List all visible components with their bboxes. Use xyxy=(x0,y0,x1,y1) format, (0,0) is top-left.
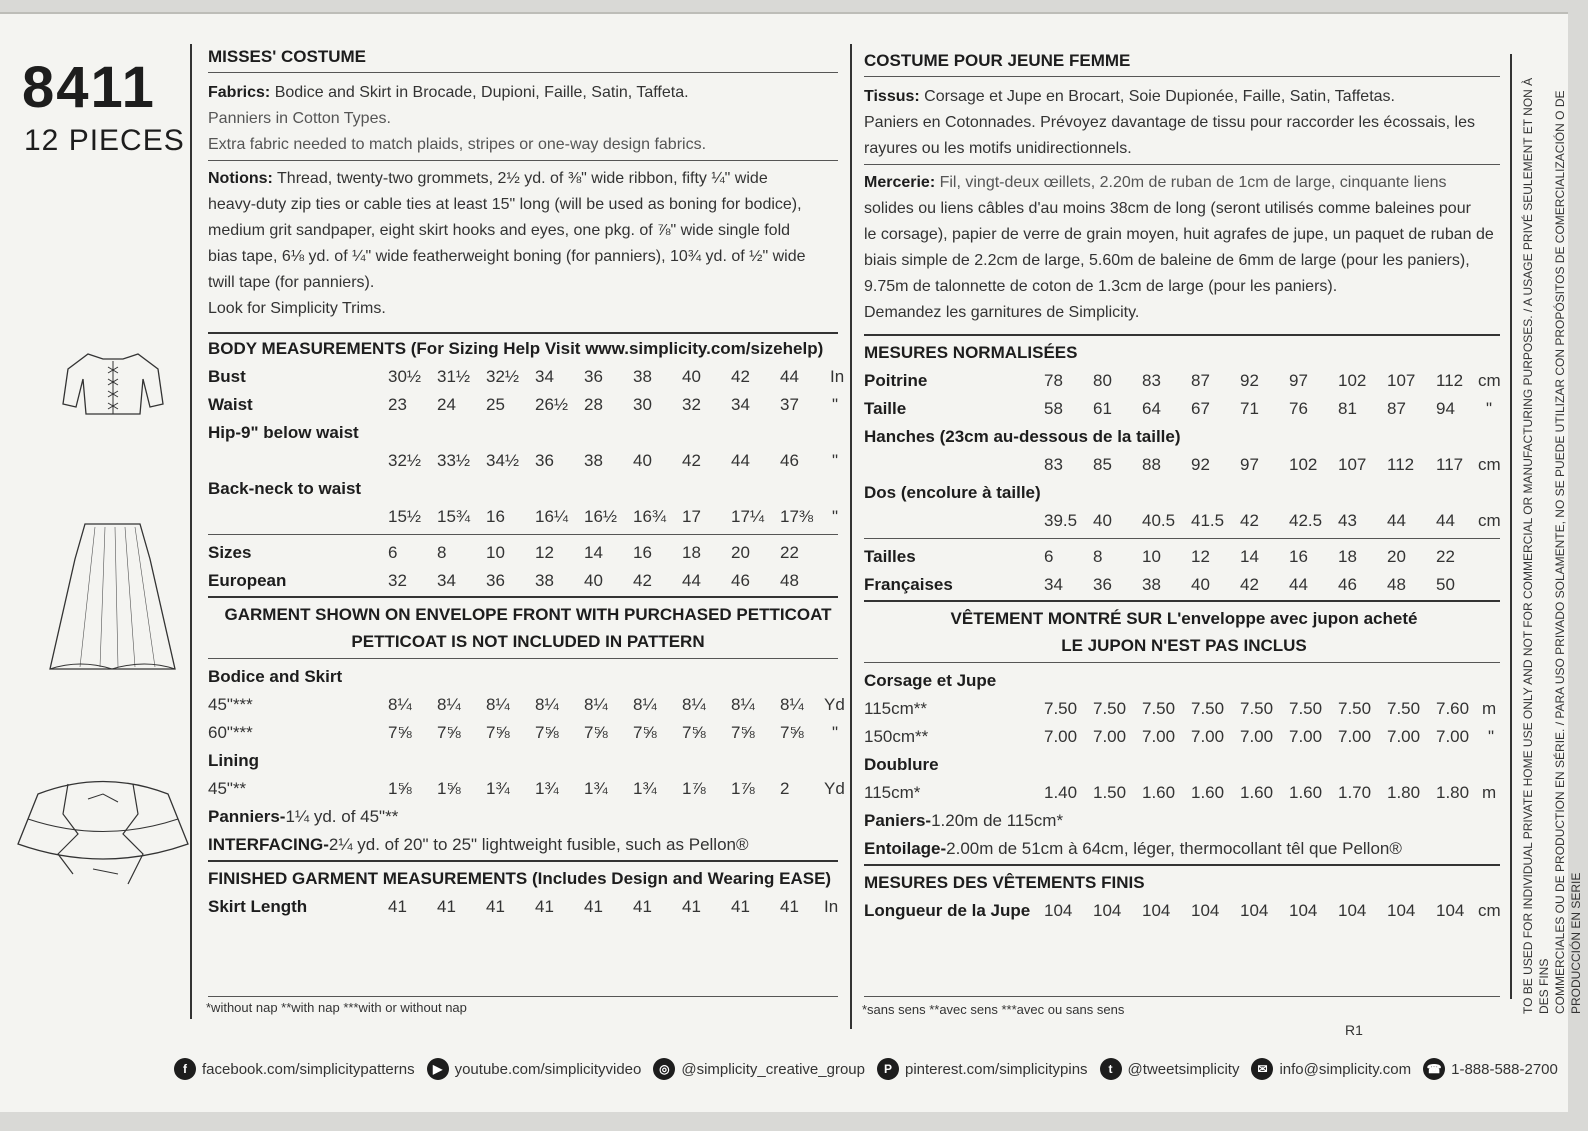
lining-45-row: 1⅝ 1⅝ 1¾ 1¾ 1¾ 1¾ 1⅞ 1⅞ 2 xyxy=(388,779,790,798)
pinterest-link[interactable]: pinterest.com/simplicitypins xyxy=(904,1060,1088,1078)
pattern-number: 8411 xyxy=(22,55,156,120)
phone-number: 1-888-588-2700 xyxy=(1451,1060,1558,1078)
notions-block: Notions: Thread, twenty-two grommets, 2½ yd. of ⅜" wide ribbon, fifty ¼" wide heavy-duty zip ties or cable ties at least 15" long (will be used as boning for bodice), medium grit sandpaper, eight skirt hooks and eyes, one pkg. of ⅞" wide single fold bias tape, 6⅛ yd. of ¼" wide featherweight boning (for panniers), 10¾ yd. of ½" wide twill tape (for panniers). Look for Simplicity Trims. xyxy=(208,170,806,317)
mercerie-block: Mercerie: Fil, vingt-deux œillets, 2.20m de ruban de 1cm de large, cinquante liens solides ou liens câbles d'au moins 38cm de long (seront utilisés comme baleines pour le corsage), papier de verre de grain moyen, huit agrafes de jupe, un paquet de ruban de biais simple de 2.2cm de large, 5.60m de baleine de 6mm de large (pour les paniers), 9.75m de talonnette de coton de 1.3cm de large (pour les paniers). Demandez les garnitures de Simplicity. xyxy=(864,174,1494,321)
mesures-title: MESURES NORMALISÉES xyxy=(864,343,1078,362)
instagram-link[interactable]: @simplicity_creative_group xyxy=(681,1060,865,1078)
hip-row: 32½ 33½ 34½ 36 38 40 42 44 46 xyxy=(388,451,799,470)
corsage-115-row: 7.50 7.50 7.50 7.50 7.50 7.50 7.50 7.50 7.60 xyxy=(1044,699,1470,718)
instagram-icon: ◎ xyxy=(653,1058,675,1080)
email-icon: ✉ xyxy=(1251,1058,1273,1080)
twitter-icon: t xyxy=(1100,1058,1122,1080)
vetement-note-2: LE JUPON N'EST PAS INCLUS xyxy=(1061,636,1307,655)
tailles-row: 6 8 10 12 14 16 18 20 22 xyxy=(1044,547,1455,566)
divider xyxy=(190,44,192,1019)
twitter-link[interactable]: @tweetsimplicity xyxy=(1127,1060,1240,1078)
skirt-length-row: 41 41 41 41 41 41 41 41 41 xyxy=(388,897,799,916)
back-neck-row: 15½ 15¾ 16 16¼ 16½ 16¾ 17 17¼ 17⅜ xyxy=(388,507,814,526)
taille-row: 58 61 64 67 71 76 81 87 94 xyxy=(1044,399,1455,418)
english-footnote: *without nap **with nap ***with or without nap xyxy=(206,1000,467,1015)
social-links xyxy=(168,1058,1558,1080)
pattern-envelope-back xyxy=(0,12,1583,1112)
fabric-60-row: 7⅝ 7⅝ 7⅝ 7⅝ 7⅝ 7⅝ 7⅝ 7⅝ 7⅝ xyxy=(388,723,804,742)
youtube-icon: ▶ xyxy=(427,1058,449,1080)
french-title: COSTUME POUR JEUNE FEMME xyxy=(864,51,1131,70)
revision-code: R1 xyxy=(1345,1022,1363,1038)
french-column: COSTUME POUR JEUNE FEMME Tissus: Corsage et Jupe en Brocart, Soie Dupionée, Faille, Satin, Taffetas. Paniers en Cotonnades. Prévoyez davantage de tissu pour raccorder les écossais, les rayures ou les motifs unidirectionnels. Mercerie: Fil, vingt-deux œillets, 2.20m de ruban de 1cm de large, cinquante liens solides ou liens câbles d'au moins 38cm de long (seront utilisés comme baleines pour le corsage), papier de verre de grain moyen, huit agrafes de jupe, un paquet de ruban de biais simple de 2.2cm de large, 5.60m de baleine de 6mm de large (pour les paniers), 9.75m de talonnette de coton de 1.3cm de large (pour les paniers). Demandez les garnitures de Simplicity. MESURES NORMALISÉES Poitrine 78 80 83 87 92 97 102 107 112 cm Taille 58 61 64 67 71 76 81 87 94 " Hanches (23cm au-dessous de la taille) 83 85 88 92 97 102 107 112 117 cm Dos (encolure à taille) 39.5 40 40.5 41.5 42 42.5 43 44 44 cm Tailles 6 8 10 12 14 16 18 20 22 Françaises 34 36 38 40 42 44 46 48 50 VÊTEMENT MONTRÉ SUR L'enveloppe avec jupon acheté LE JUPON N'EST PAS INCLUS Corsage et Jupe 115cm** 7.50 7.50 7.50 7.50 7.50 7.50 7.50 7.50 7.60 m 150cm** 7.00 7.00 7.00 7.00 7.00 7.00 7.00 7.00 7.00 " Doublure 115cm* 1.40 1.50 1.60 1.60 1.60 1.60 1.70 1.80 1.80 m Paniers- 1.20m de 115cm* Entoilage- 2.00m de 51cm à 64cm, léger, thermocollant têl que Pellon® MESURES DES VÊTEMENTS FINIS Longueur de la Jupe 104 104 104 104 104 104 104 104 104 cm xyxy=(864,48,1504,1038)
hanches-row: 83 85 88 92 97 102 107 112 117 xyxy=(1044,455,1464,474)
dos-row: 39.5 40 40.5 41.5 42 42.5 43 44 44 xyxy=(1044,511,1455,530)
french-footnote: *sans sens **avec sens ***avec ou sans sens xyxy=(862,1002,1125,1017)
youtube-link[interactable]: youtube.com/simplicityvideo xyxy=(454,1060,642,1078)
waist-row: 23 24 25 26½ 28 30 32 34 37 xyxy=(388,395,799,414)
european-row: 32 34 36 38 40 42 44 46 48 xyxy=(388,571,799,590)
fabrics-block: Fabrics: Bodice and Skirt in Brocade, Dupioni, Faille, Satin, Taffeta. Panniers in Cotton Types. Extra fabric needed to match plaids, stripes or one-way design fabrics. xyxy=(208,84,707,153)
divider xyxy=(850,44,852,1029)
facebook-link[interactable]: facebook.com/simplicitypatterns xyxy=(202,1060,415,1078)
facebook-icon: f xyxy=(174,1058,196,1080)
garment-note-2: PETTICOAT IS NOT INCLUDED IN PATTERN xyxy=(351,632,705,651)
divider xyxy=(1510,54,1512,999)
bust-row: 30½ 31½ 32½ 34 36 38 40 42 44 xyxy=(388,367,799,386)
panniers-sketch xyxy=(8,774,198,899)
phone-icon: ☎ xyxy=(1423,1058,1445,1080)
finis-title: MESURES DES VÊTEMENTS FINIS xyxy=(864,873,1145,892)
email-link[interactable]: info@simplicity.com xyxy=(1279,1060,1412,1078)
fabric-45-row: 8¼ 8¼ 8¼ 8¼ 8¼ 8¼ 8¼ 8¼ 8¼ xyxy=(388,695,804,714)
doublure-115-row: 1.40 1.50 1.60 1.60 1.60 1.60 1.70 1.80 1.80 xyxy=(1044,783,1470,802)
garment-note-1: GARMENT SHOWN ON ENVELOPE FRONT WITH PURCHASED PETTICOAT xyxy=(224,605,832,624)
body-measurements-title: BODY MEASUREMENTS (For Sizing Help Visit www.simplicity.com/sizehelp) xyxy=(208,339,824,358)
corsage-150-row: 7.00 7.00 7.00 7.00 7.00 7.00 7.00 7.00 7.00 xyxy=(1044,727,1470,746)
english-column: MISSES' COSTUME Fabrics: Bodice and Skirt in Brocade, Dupioni, Faille, Satin, Taffeta. Panniers in Cotton Types. Extra fabric needed to match plaids, stripes or one-way design fabrics. Notions: Thread, twenty-two grommets, 2½ yd. of ⅜" wide ribbon, fifty ¼" wide heavy-duty zip ties or cable ties at least 15" long (will be used as boning for bodice), medium grit sandpaper, eight skirt hooks and eyes, one pkg. of ⅞" wide single fold bias tape, 6⅛ yd. of ¼" wide featherweight boning (for panniers), 10¾ yd. of ½" wide twill tape (for panniers). Look for Simplicity Trims. BODY MEASUREMENTS (For Sizing Help Visit www.simplicity.com/sizehelp) Bust 30½ 31½ 32½ 34 36 38 40 42 44 In Waist 23 24 25 26½ 28 30 32 34 37 " Hip-9" below waist 32½ 33½ 34½ 36 38 40 42 44 46 " Back-neck to waist 15½ 15¾ 16 16¼ 16½ 16¾ 17 17¼ 17⅜ " Sizes 6 8 10 12 14 16 18 20 22 European 32 34 36 38 40 42 44 46 48 GARMENT SHOWN ON ENVELOPE FRONT WITH PURCHASED PETTICOAT PETTICOAT IS NOT INCLUDED IN PATTERN Bodice and Skirt 45"*** 8¼ 8¼ 8¼ 8¼ 8¼ 8¼ 8¼ 8¼ 8¼ Yd 60"*** 7⅝ 7⅝ 7⅝ 7⅝ 7⅝ 7⅝ 7⅝ 7⅝ 7⅝ " Lining 45"** 1⅝ 1⅝ 1¾ 1¾ 1¾ 1¾ 1⅞ 1⅞ 2 Yd Panniers- 1¼ yd. of 45"** INTERFACING- 2¼ yd. of 20" to 25" lightweight fusible, such as Pellon® FINISHED GARMENT MEASUREMENTS (Includes Design and Wearing EASE) Skirt Length 41 41 41 41 41 41 41 41 41 In xyxy=(208,44,838,1034)
sizes-row: 6 8 10 12 14 16 18 20 22 xyxy=(388,543,799,562)
francaises-row: 34 36 38 40 42 44 46 48 50 xyxy=(1044,575,1455,594)
vetement-note-1: VÊTEMENT MONTRÉ SUR L'enveloppe avec jupon acheté xyxy=(950,609,1418,628)
skirt-sketch xyxy=(40,519,185,679)
legal-notice: TO BE USED FOR INDIVIDUAL PRIVATE HOME USE ONLY AND NOT FOR COMMERCIAL OR MANUFACTURING PURPOSES. / A USAGE PRIVÉ SEULEMENT ET NON À DES FINS COMMERCIALES OU DE PRODUCTION EN SÉRIE. / PARA USO PRIVADO SOLAMENTE, NO SE PUEDE UTILIZAR CON PROPÓSITOS DE COMERCIALIZACIÓN O DE PRODUCCIÓN EN SERIE xyxy=(1521,77,1583,1014)
poitrine-row: 78 80 83 87 92 97 102 107 112 xyxy=(1044,371,1464,390)
longueur-row: 104 104 104 104 104 104 104 104 104 xyxy=(1044,901,1465,920)
english-title: MISSES' COSTUME xyxy=(208,47,367,66)
tissus-block: Tissus: Corsage et Jupe en Brocart, Soie Dupionée, Faille, Satin, Taffetas. Paniers en Cotonnades. Prévoyez davantage de tissu pour raccorder les écossais, les rayures ou les motifs unidirectionnels. xyxy=(864,88,1476,157)
bodice-sketch xyxy=(58,349,168,424)
pinterest-icon: P xyxy=(877,1058,899,1080)
finished-measurements-title: FINISHED GARMENT MEASUREMENTS (Includes Design and Wearing EASE) xyxy=(208,869,832,888)
pieces-count: 12 PIECES xyxy=(24,124,185,157)
